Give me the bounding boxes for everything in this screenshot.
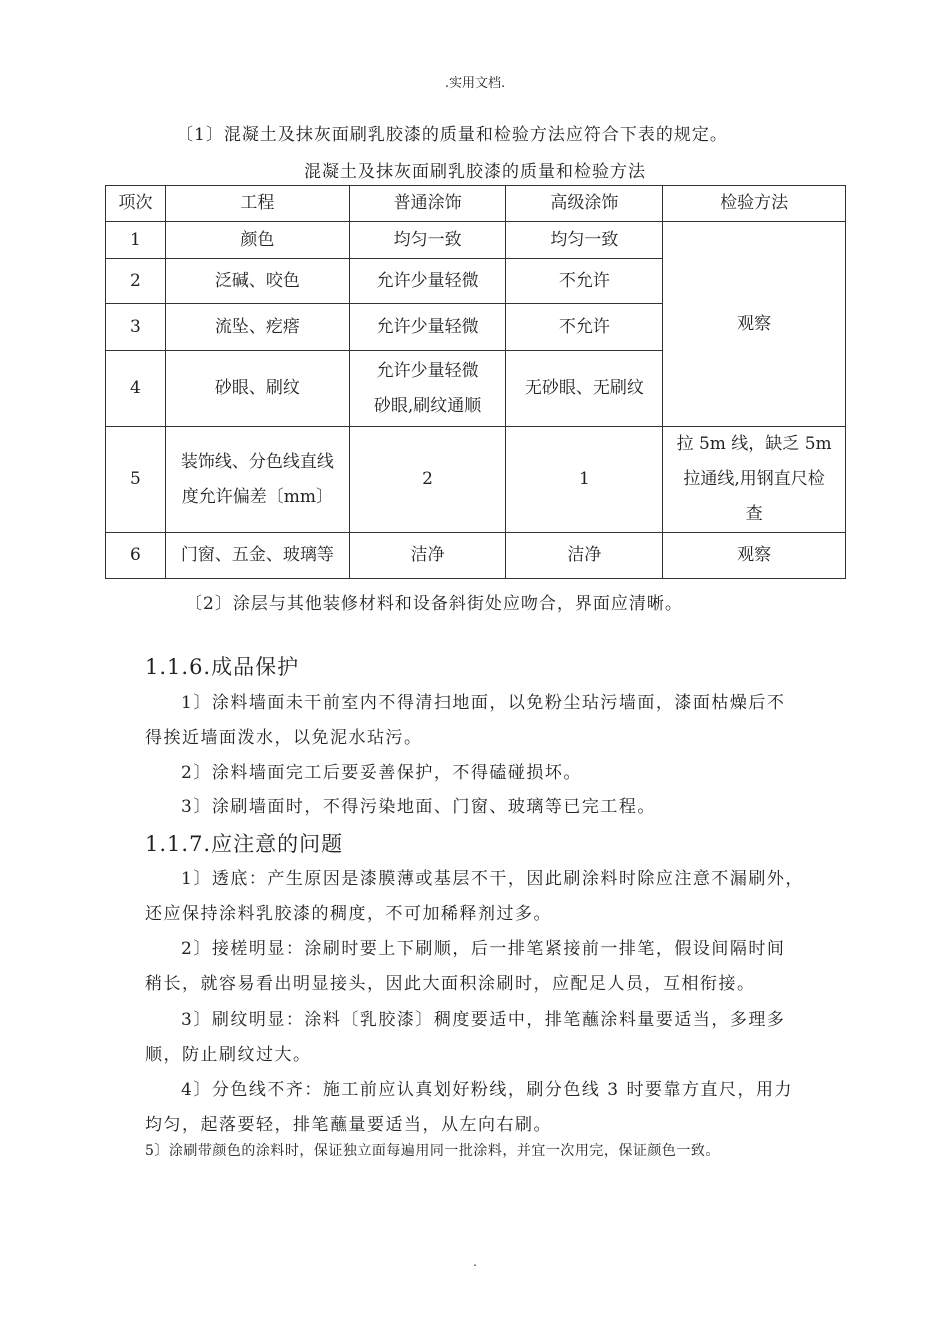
cell-no: 3 bbox=[106, 304, 166, 351]
paragraph bbox=[145, 1003, 810, 1073]
paragraph bbox=[145, 1073, 810, 1143]
cell-normal: 洁净 bbox=[349, 533, 506, 579]
paragraph bbox=[145, 686, 810, 756]
cell-item-line1: 装饰线、分色线直线 bbox=[180, 451, 334, 472]
paragraph-line: 2〕涂料墙面完工后要妥善保护，不得磕碰损坏。 bbox=[181, 763, 582, 783]
header-item: 工程 bbox=[165, 186, 349, 222]
cell-item: 门窗、五金、玻璃等 bbox=[165, 533, 349, 579]
intro-paragraph: 〔1〕混凝土及抹灰面刷乳胶漆的质量和检验方法应符合下表的规定。 bbox=[176, 125, 728, 145]
table-row bbox=[106, 222, 846, 259]
cell-method-line1: 拉 5m 线，缺乏 5m bbox=[676, 434, 832, 454]
paragraph-line: 稍长，就容易看出明显接头，因此大面积涂刷时，应配足人员，互相衔接。 bbox=[145, 974, 756, 994]
cell-method-merged: 观察 bbox=[663, 222, 846, 427]
paragraph bbox=[145, 862, 810, 932]
cell-no: 1 bbox=[106, 222, 166, 259]
paragraph-line: 3〕刷纹明显：涂料〔乳胶漆〕稠度要适中，排笔蘸涂料量要适当，多理多 bbox=[181, 1010, 786, 1030]
cell-normal: 允许少量轻微 bbox=[349, 259, 506, 304]
paragraph-small: 5〕涂刷带颜色的涂料时，保证独立面每遍用同一批涂料，并宜一次用完，保证颜色一致。 bbox=[145, 1143, 720, 1159]
header-no: 项次 bbox=[106, 186, 166, 222]
cell-advanced: 不允许 bbox=[506, 304, 663, 351]
header-advanced: 高级涂饰 bbox=[506, 186, 663, 222]
table-row bbox=[106, 533, 846, 579]
cell-normal: 均匀一致 bbox=[349, 222, 506, 259]
paragraph-line: 顺，防止刷纹过大。 bbox=[145, 1045, 312, 1065]
cell-normal-line2: 砂眼,刷纹通顺 bbox=[373, 395, 482, 416]
cell-item: 颜色 bbox=[165, 222, 349, 259]
cell-item: 流坠、疙瘩 bbox=[165, 304, 349, 351]
quality-table bbox=[105, 185, 846, 579]
paragraph-line: 1〕透底：产生原因是漆膜薄或基层不干，因此刷涂料时除应注意不漏刷外， bbox=[181, 869, 804, 889]
paragraph-line: 3〕涂刷墙面时，不得污染地面、门窗、玻璃等已完工程。 bbox=[181, 797, 656, 817]
cell-no: 4 bbox=[106, 351, 166, 427]
page-header: .实用文档. bbox=[444, 76, 506, 91]
cell-normal bbox=[349, 351, 506, 427]
paragraph-line: 均匀，起落要轻，排笔蘸量要适当，从左向右刷。 bbox=[145, 1115, 552, 1135]
section-heading-protection: 1.1.6.成品保护 bbox=[145, 655, 300, 679]
cell-advanced: 不允许 bbox=[506, 259, 663, 304]
header-method: 检验方法 bbox=[663, 186, 846, 222]
cell-no: 6 bbox=[106, 533, 166, 579]
paragraph bbox=[145, 932, 810, 1002]
cell-item: 砂眼、刷纹 bbox=[165, 351, 349, 427]
cell-normal: 2 bbox=[349, 427, 506, 533]
paragraph bbox=[145, 756, 810, 791]
header-normal: 普通涂饰 bbox=[349, 186, 506, 222]
page-footer: . bbox=[473, 1255, 477, 1269]
cell-item: 泛碱、咬色 bbox=[165, 259, 349, 304]
cell-method-line3: 查 bbox=[745, 504, 763, 524]
table-caption: 混凝土及抹灰面刷乳胶漆的质量和检验方法 bbox=[304, 162, 646, 182]
cell-method: 观察 bbox=[663, 533, 846, 579]
note-paragraph: 〔2〕涂层与其他装修材料和设备斜街处应吻合，界面应清晰。 bbox=[185, 594, 683, 614]
paragraph bbox=[145, 790, 810, 825]
cell-item bbox=[165, 427, 349, 533]
paragraph-line: 得挨近墙面泼水，以免泥水玷污。 bbox=[145, 728, 423, 748]
paragraph-line: 1〕涂料墙面未干前室内不得清扫地面，以免粉尘玷污墙面，漆面枯燥后不 bbox=[181, 693, 786, 713]
paragraph-line: 2〕接槎明显：涂刷时要上下刷顺，后一排笔紧接前一排笔，假设间隔时间 bbox=[181, 939, 786, 959]
table-header-row bbox=[106, 186, 846, 222]
cell-advanced: 洁净 bbox=[506, 533, 663, 579]
cell-normal: 允许少量轻微 bbox=[349, 304, 506, 351]
cell-advanced: 1 bbox=[506, 427, 663, 533]
paragraph-line: 4〕分色线不齐：施工前应认真划好粉线，刷分色线 3 时要靠方直尺，用力 bbox=[181, 1080, 793, 1100]
cell-normal-line1: 允许少量轻微 bbox=[376, 360, 479, 381]
cell-no: 2 bbox=[106, 259, 166, 304]
paragraph-line: 还应保持涂料乳胶漆的稠度，不可加稀释剂过多。 bbox=[145, 904, 552, 924]
cell-advanced: 均匀一致 bbox=[506, 222, 663, 259]
cell-method bbox=[663, 427, 846, 533]
section-heading-issues: 1.1.7.应注意的问题 bbox=[145, 832, 344, 856]
cell-method-line2: 拉通线,用钢直尺检 bbox=[683, 469, 825, 489]
table-row bbox=[106, 427, 846, 533]
cell-item-line2: 度允许偏差〔mm〕 bbox=[181, 486, 333, 507]
cell-no: 5 bbox=[106, 427, 166, 533]
cell-advanced: 无砂眼、无刷纹 bbox=[506, 351, 663, 427]
